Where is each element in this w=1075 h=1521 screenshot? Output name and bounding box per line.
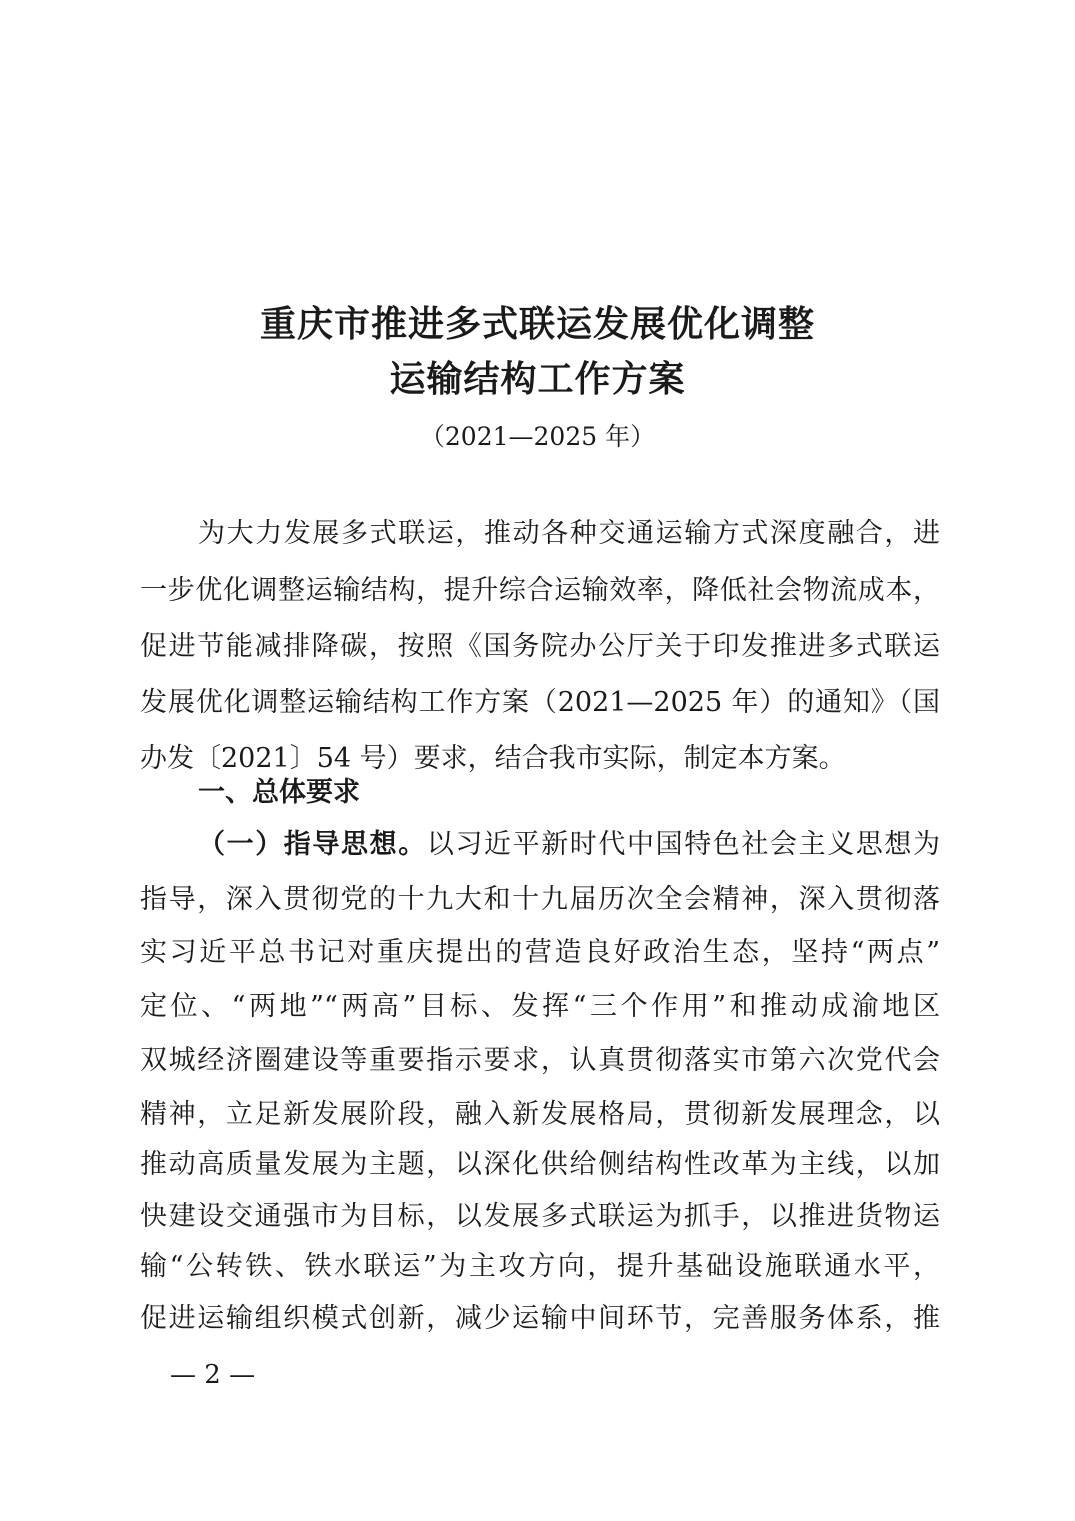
body-first-line — [198, 828, 940, 862]
body-line: 定位、“两地”“两高”目标、发挥“三个作用”和推动成渝地区 — [140, 991, 940, 1022]
intro-line: 办发〔2021〕54 号）要求，结合我市实际，制定本方案。 — [140, 743, 846, 774]
intro-line: 为大力发展多式联运，推动各种交通运输方式深度融合，进 — [198, 518, 940, 549]
body-line: 推动高质量发展为主题，以深化供给侧结构性改革为主线，以加 — [140, 1149, 940, 1180]
body-line: 指导，深入贯彻党的十九大和十九届历次全会精神，深入贯彻落 — [140, 884, 940, 915]
document-title-line-2: 运输结构工作方案 — [389, 359, 686, 400]
intro-line: 一步优化调整运输结构，提升综合运输效率，降低社会物流成本， — [140, 575, 940, 606]
section-heading: 一、总体要求 — [198, 777, 360, 808]
document-subtitle: （2021—2025 年） — [419, 422, 656, 451]
subsection-label: （一）指导思想。 — [198, 829, 427, 860]
body-first-line-text: 以习近平新时代中国特色社会主义思想为 — [426, 829, 941, 860]
body-line: 双城经济圈建设等重要指示要求，认真贯彻落实市第六次党代会 — [140, 1045, 940, 1076]
body-line: 促进运输组织模式创新，减少运输中间环节，完善服务体系，推 — [140, 1303, 940, 1334]
intro-line: 促进节能减排降碳，按照《国务院办公厅关于印发推进多式联运 — [140, 631, 940, 662]
document-title-line-1: 重庆市推进多式联运发展优化调整 — [259, 304, 815, 345]
body-line: 输“公转铁、铁水联运”为主攻方向，提升基础设施联通水平， — [140, 1251, 940, 1282]
intro-line: 发展优化调整运输结构工作方案（2021—2025 年）的通知》（国 — [140, 687, 940, 718]
body-line: 实习近平总书记对重庆提出的营造良好政治生态，坚持“两点” — [140, 937, 940, 968]
body-line: 精神，立足新发展阶段，融入新发展格局，贯彻新发展理念，以 — [140, 1099, 940, 1130]
body-line: 快建设交通强市为目标，以发展多式联运为抓手，以推进货物运 — [140, 1201, 940, 1232]
page-number: — 2 — — [170, 1360, 256, 1390]
